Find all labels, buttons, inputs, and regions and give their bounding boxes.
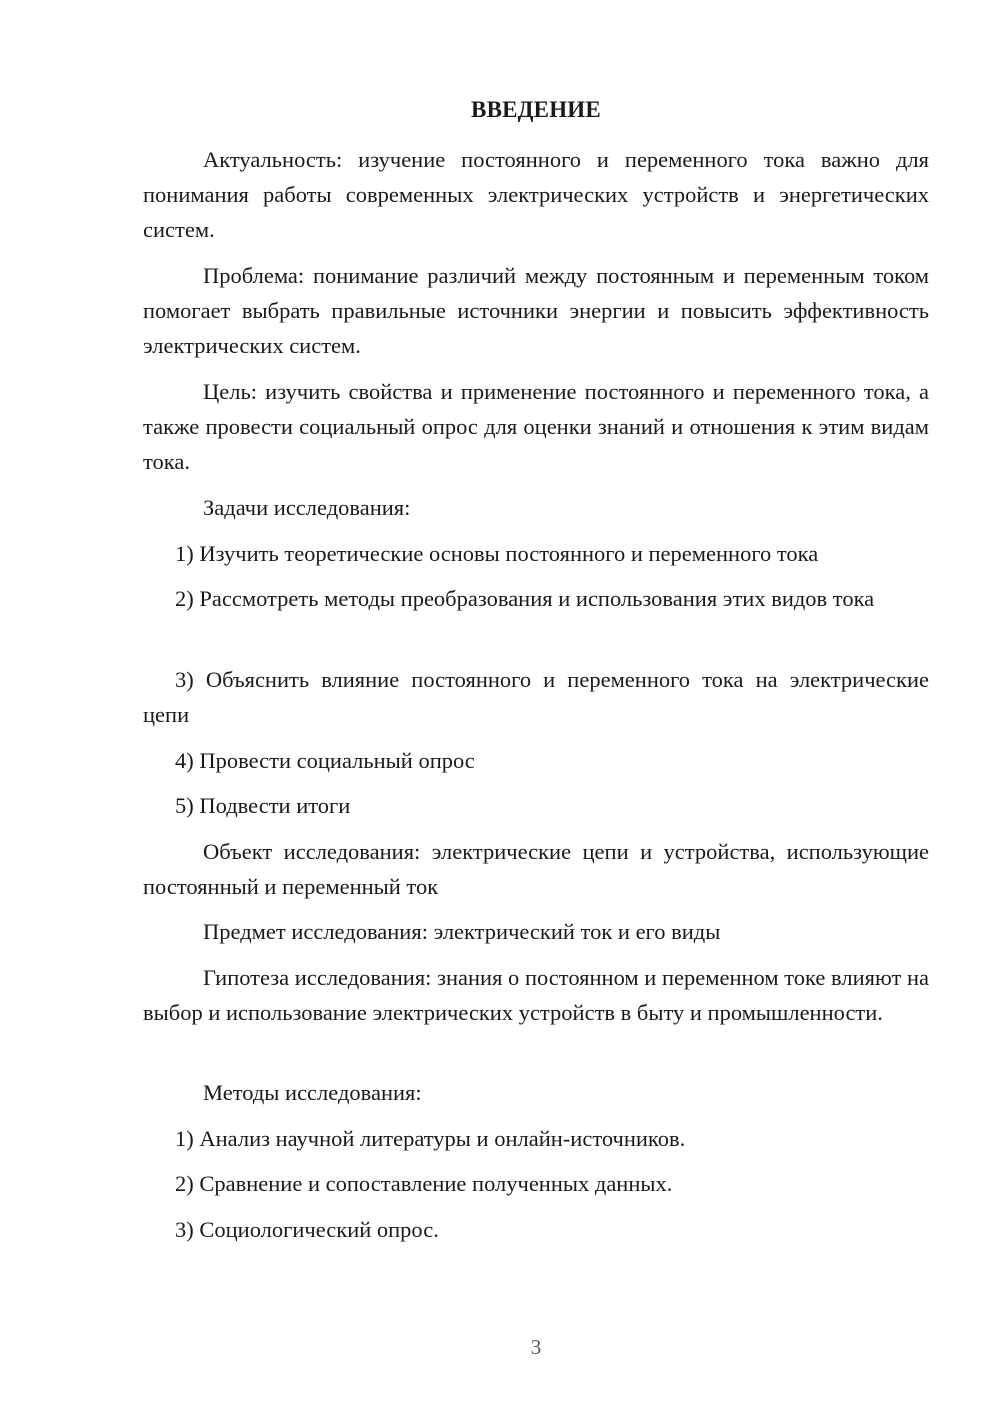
hypothesis-paragraph: Гипотеза исследования: знания о постоянном и переменном токе влияют на выбор и использование электрических устройств в быту и промышленности. (143, 965, 929, 1025)
tasks-heading: Задачи исследования: (203, 495, 411, 520)
task-item-3: 3) Объяснить влияние постоянного и переменного тока на электрические цепи (143, 667, 929, 727)
page-title: ВВЕДЕНИЕ (471, 97, 601, 122)
subject-paragraph: Предмет исследования: электрический ток и его виды (203, 919, 721, 944)
task-item-5: 5) Подвести итоги (175, 793, 351, 818)
page-number: 3 (530, 1335, 542, 1359)
task-item-2: 2) Рассмотреть методы преобразования и использования этих видов тока (175, 586, 875, 611)
task-item-1: 1) Изучить теоретические основы постоянного и переменного тока (175, 541, 819, 566)
method-item-1: 1) Анализ научной литературы и онлайн-источников. (175, 1126, 686, 1151)
task-item-4: 4) Провести социальный опрос (175, 748, 475, 773)
goal-paragraph: Цель: изучить свойства и применение постоянного и переменного тока, а также провести социальный опрос для оценки знаний и отношения к этим видам тока. (143, 379, 929, 474)
methods-heading: Методы исследования: (203, 1080, 422, 1105)
method-item-2: 2) Сравнение и сопоставление полученных данных. (175, 1171, 673, 1196)
method-item-3: 3) Социологический опрос. (175, 1217, 439, 1242)
relevance-paragraph: Актуальность: изучение постоянного и переменного тока важно для понимания работы современных электрических устройств и энергетических систем. (143, 147, 929, 242)
problem-paragraph: Проблема: понимание различий между постоянным и переменным током помогает выбрать правильные источники энергии и повысить эффективность электрических систем. (143, 263, 929, 358)
object-paragraph: Объект исследования: электрические цепи и устройства, использующие постоянный и переменный ток (143, 839, 929, 899)
